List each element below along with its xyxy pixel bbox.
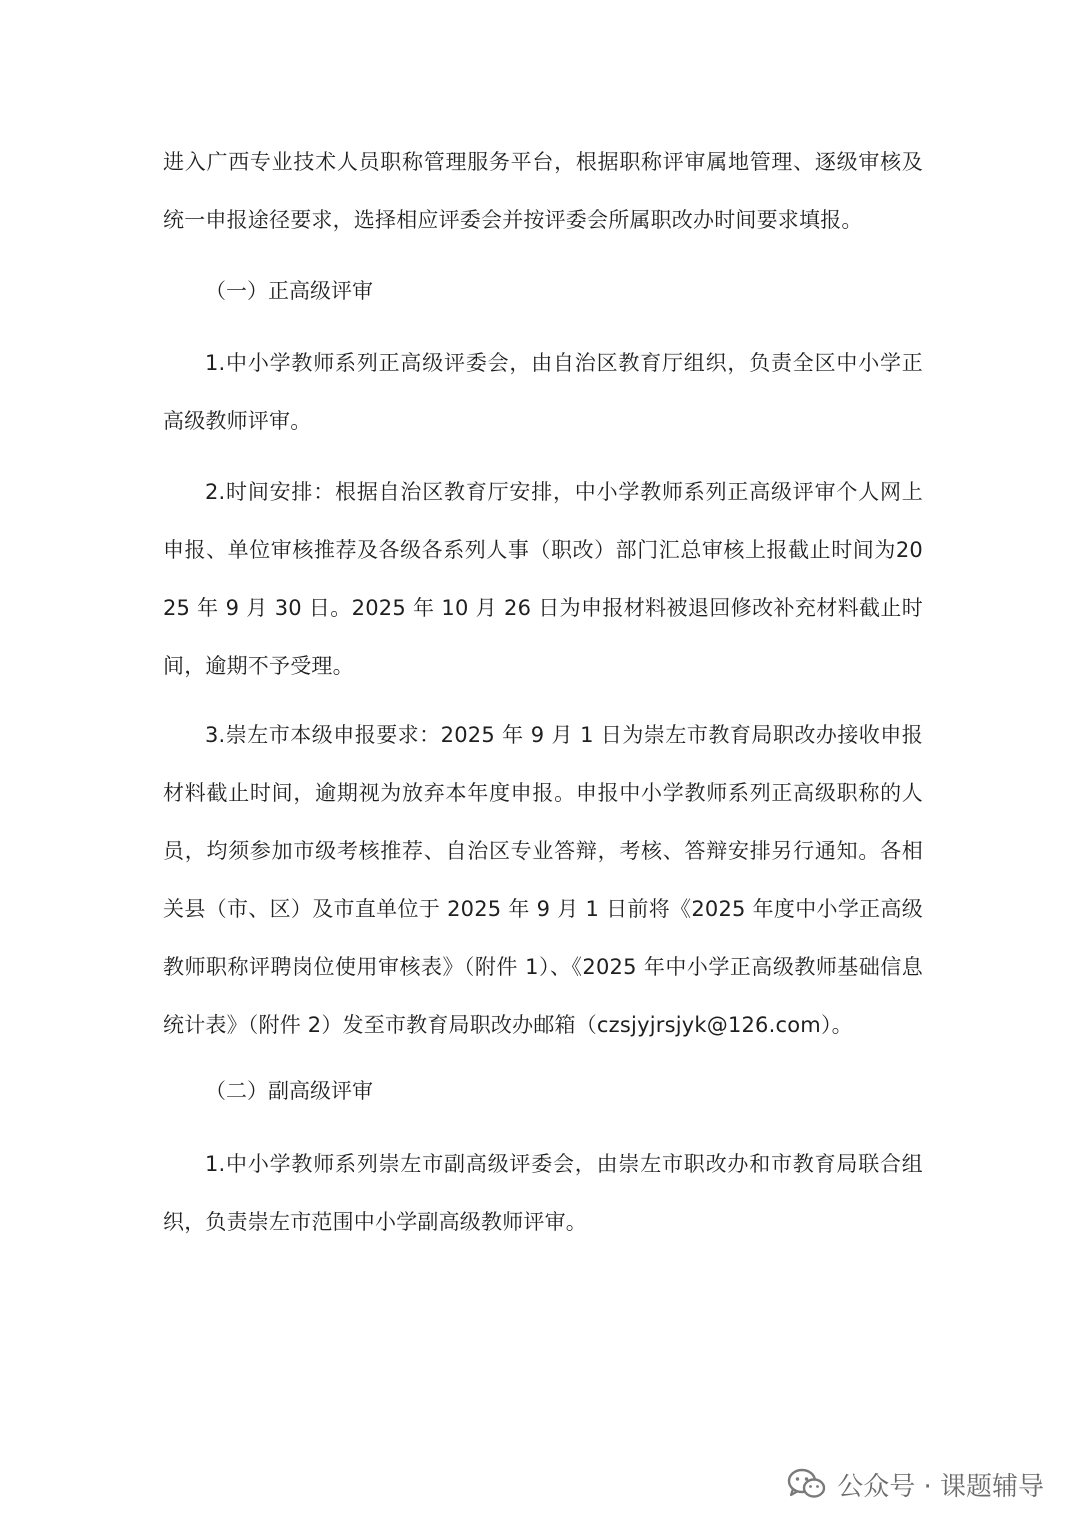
paragraph-chongzuo-requirements: 3.崇左市本级申报要求：2025 年 9 月 1 日为崇左市教育局职改办接收申报材料截止时间，逾期视为放弃本年度申报。申报中小学教师系列正高级职称的人员，均须参加市级考核推荐、自治区专业答辩，考核、答辩安排另行通知。各相关县（市、区）及市直单位于 2025 年 9 月 1 日前将《2025 年度中小学正高级教师职称评聘岗位使用审核表》（附件 1）、《2025 年中小学正高级教师基础信息统计表》（附件 2）发至市教育局职改办邮箱（czsjyjrsjyk@126.com）。 — [163, 723, 923, 1037]
heading-senior-review: （一）正高级评审 — [205, 279, 373, 303]
watermark-text: 公众号 · 课题辅导 — [837, 1471, 1044, 1502]
paragraph-platform: 进入广西专业技术人员职称管理服务平台，根据职称评审属地管理、逐级审核及统一申报途径要求，选择相应评委会并按评委会所属职改办时间要求填报。 — [163, 150, 923, 232]
watermark — [787, 1460, 1044, 1508]
paragraph-schedule: 2.时间安排：根据自治区教育厅安排，中小学教师系列正高级评审个人网上申报、单位审核推荐及各级各系列人事（职改）部门汇总审核上报截止时间为2025 年 9 月 30 日。2025 年 10 月 26 日为申报材料被退回修改补充材料截止时间，逾期不予受理。 — [163, 480, 923, 678]
paragraph-deputy-committee: 1.中小学教师系列崇左市副高级评委会，由崇左市职改办和市教育局联合组织，负责崇左市范围中小学副高级教师评审。 — [163, 1152, 923, 1234]
paragraph-senior-committee: 1.中小学教师系列正高级评委会，由自治区教育厅组织，负责全区中小学正高级教师评审。 — [163, 351, 923, 433]
heading-deputy-senior-review: （二）副高级评审 — [205, 1079, 373, 1103]
wechat-icon — [787, 1467, 827, 1501]
